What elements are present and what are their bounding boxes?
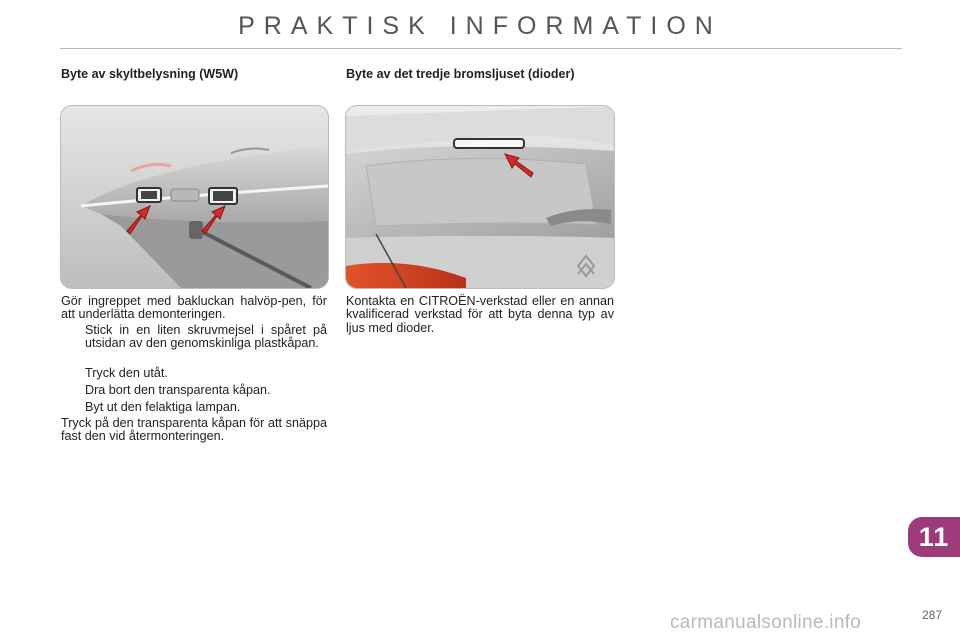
chapter-tab: 11: [908, 517, 960, 557]
watermark: carmanualsonline.info: [670, 612, 862, 633]
list-item: Byt ut den felaktiga lampan.: [85, 400, 241, 414]
section-heading-license-plate: Byte av skyltbelysning (W5W): [61, 67, 239, 81]
page-title: PRAKTISK INFORMATION: [238, 12, 722, 40]
list-item: Dra bort den transparenta kåpan.: [85, 383, 271, 397]
page-number: 287: [921, 608, 942, 622]
outro-paragraph: Tryck på den transparenta kåpan för att snäppa fast den vid återmonteringen.: [61, 416, 327, 444]
contact-paragraph: Kontakta en CITROËN-verkstad eller en annan kvalificerad verkstad för att byta denna typ av ljus med dioder.: [346, 294, 614, 335]
tailgate-illustration: [60, 105, 329, 289]
arrow-icon: [502, 151, 534, 179]
list-item: Tryck den utåt.: [85, 366, 168, 380]
section-heading-brake-light: Byte av det tredje bromsljuset (dioder): [346, 67, 575, 81]
arrow-icon: [123, 204, 153, 234]
title-divider: [60, 48, 902, 49]
list-item: Stick in en liten skruvmejsel i spåret på utsidan av den genomskinliga plastkåpan.: [85, 323, 327, 351]
arrow-icon: [198, 204, 228, 234]
intro-paragraph: Gör ingreppet med bakluckan halvöp-pen, för att underlätta demonteringen.: [61, 294, 327, 322]
brake-light-illustration: [345, 105, 615, 289]
